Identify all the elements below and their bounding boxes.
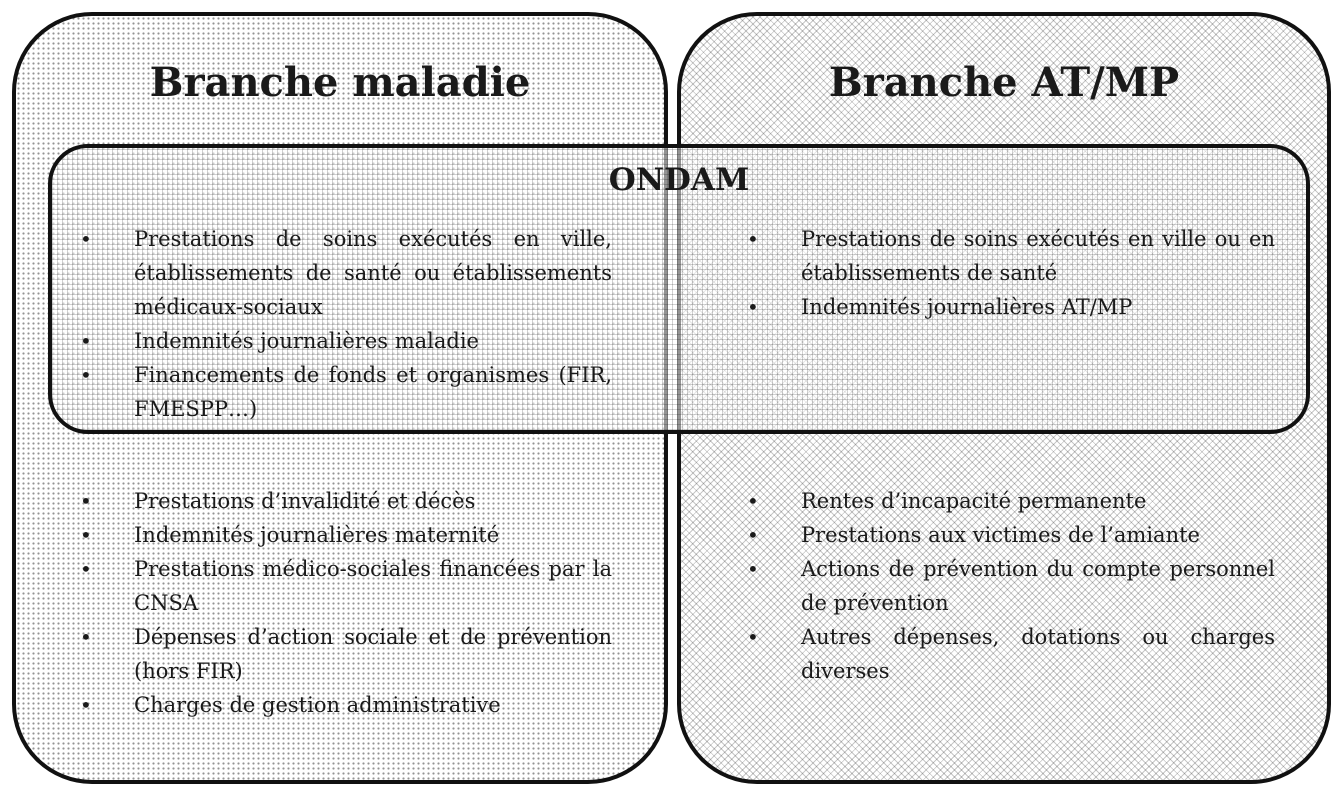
list-item: • Charges de gestion administrative: [80, 688, 612, 722]
list-item: • Prestations d’invalidité et décès: [80, 484, 612, 518]
hors-ondam-maladie-list: [80, 484, 612, 722]
list-item: • Prestations aux victimes de l’amiante: [747, 518, 1275, 552]
list-item: • Indemnités journalières maladie: [80, 324, 612, 358]
list-item: • Indemnités journalières AT/MP: [747, 290, 1275, 324]
branch-atmp-title: Branche AT/MP: [828, 59, 1180, 106]
list-item: • Actions de prévention du compte personnel de prévention: [747, 552, 1275, 620]
ondam-atmp-list: [747, 222, 1275, 324]
ondam-maladie-list: [80, 222, 612, 426]
list-item: • Autres dépenses, dotations ou charges diverses: [747, 620, 1275, 688]
list-item: • Prestations médico-sociales financées par la CNSA: [80, 552, 612, 620]
list-item: • Financements de fonds et organismes (FIR, FMESPP…): [80, 358, 612, 426]
list-item: • Dépenses d’action sociale et de prévention (hors FIR): [80, 620, 612, 688]
list-item: • Prestations de soins exécutés en ville ou en établissements de santé: [747, 222, 1275, 290]
list-item: • Rentes d’incapacité permanente: [747, 484, 1275, 518]
hors-ondam-atmp-list: [747, 484, 1275, 688]
ondam-title: ONDAM: [608, 162, 750, 198]
list-item: • Indemnités journalières maternité: [80, 518, 612, 552]
branch-maladie-title: Branche maladie: [149, 59, 531, 106]
list-item: • Prestations de soins exécutés en ville, établissements de santé ou établissements médicaux-sociaux: [80, 222, 612, 324]
